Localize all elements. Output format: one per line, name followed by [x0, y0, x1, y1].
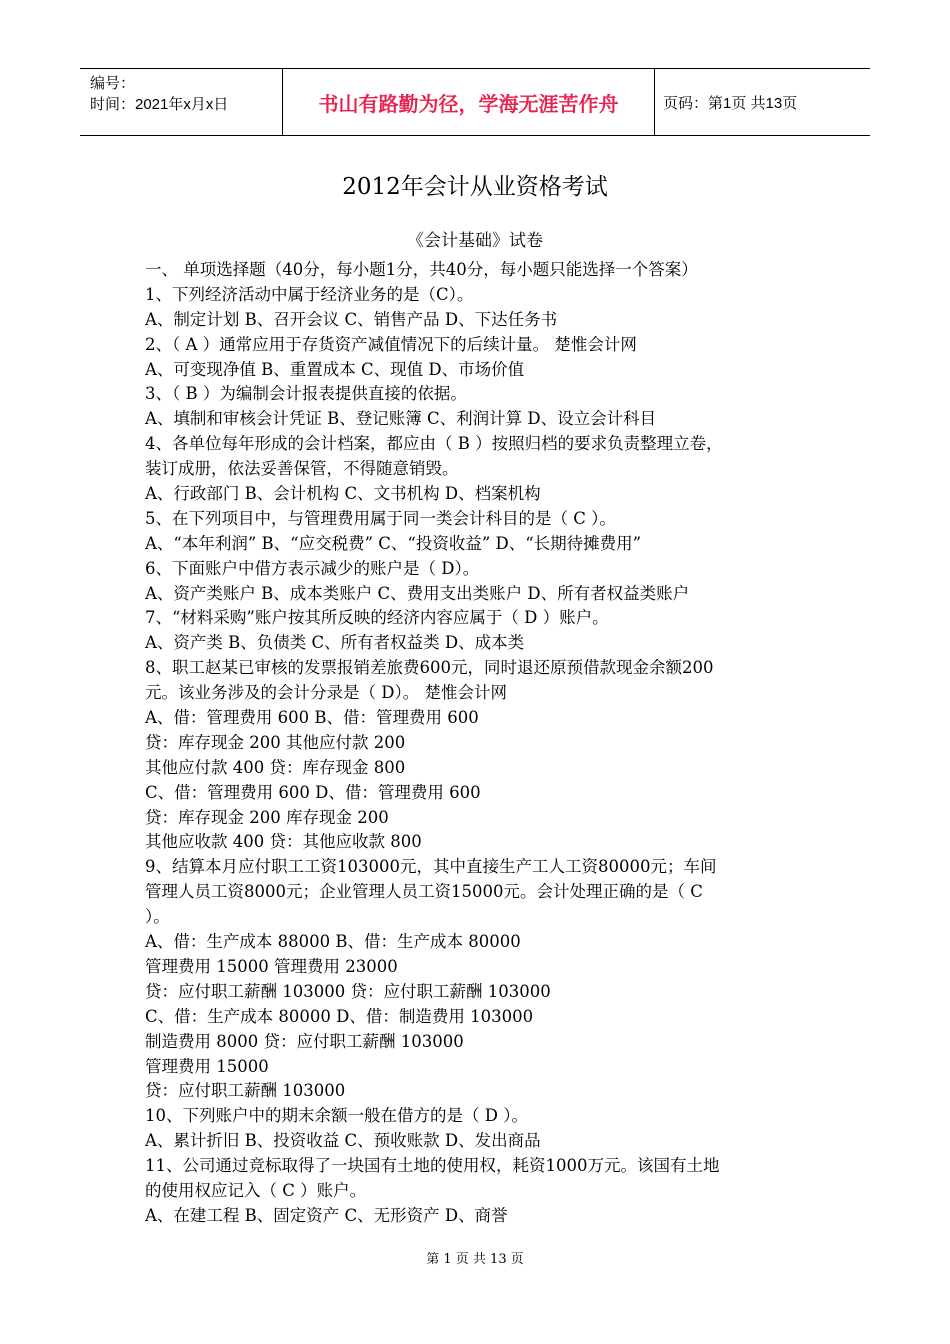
document-header — [80, 68, 870, 136]
header-meta-cell — [80, 69, 282, 135]
document-title: 2012年会计从业资格考试 — [342, 174, 608, 200]
exam-body — [145, 258, 815, 1229]
text-line: 5、在下列项目中，与管理费用属于同一类会计科目的是（ C ）。 — [145, 508, 616, 528]
header-motto: 书山有路勤为径，学海无涯苦作舟 — [318, 91, 619, 116]
text-line: A、制定计划 B、召开会议 C、销售产品 D、下达任务书 — [145, 309, 558, 329]
document-time-label: 时间：2021年x月x日 — [90, 96, 229, 113]
document-subtitle: 《会计基础》试卷 — [407, 231, 543, 251]
text-line: C、借：管理费用 600 D、借：管理费用 600 — [145, 782, 481, 802]
text-line: 一、 单项选择题（40分，每小题1分，共40分，每小题只能选择一个答案） — [145, 260, 698, 279]
text-line: 9、结算本月应付职工工资103000元，其中直接生产工人工资80000元；车间 — [145, 857, 717, 877]
text-line: A、在建工程 B、固定资产 C、无形资产 D、商誉 — [145, 1205, 508, 1225]
text-line: A、行政部门 B、会计机构 C、文书机构 D、档案机构 — [145, 484, 541, 504]
text-line: A、借：管理费用 600 B、借：管理费用 600 — [145, 708, 479, 728]
text-line: 2、（ A ）通常应用于存货资产减值情况下的后续计量。 楚惟会计网 — [145, 334, 637, 354]
text-line: 贷：应付职工薪酬 103000 贷：应付职工薪酬 103000 — [145, 981, 551, 1001]
text-line: 1、下列经济活动中属于经济业务的是（C）。 — [145, 284, 474, 304]
text-line: 6、下面账户中借方表示减少的账户是（ D）。 — [145, 558, 480, 578]
text-line: 贷：应付职工薪酬 103000 — [145, 1081, 346, 1101]
page-footer: 第 1 页 共 13 页 — [426, 1252, 524, 1267]
text-line: 8、职工赵某已审核的发票报销差旅费600元，同时退还原预借款现金余额200 — [145, 658, 714, 678]
text-line: 3、（ B ）为编制会计报表提供直接的依据。 — [145, 384, 467, 404]
text-line: 7、“材料采购”账户按其所反映的经济内容应属于（ D ）账户。 — [145, 608, 609, 628]
text-line: 的使用权应记入（ C ）账户。 — [145, 1180, 367, 1200]
text-line: 管理人员工资8000元；企业管理人员工资15000元。会计处理正确的是（ C — [145, 882, 703, 902]
header-page-label: 页码：第1页 共13页 — [663, 94, 798, 112]
document-number-label: 编号： — [90, 75, 136, 92]
text-line: A、借：生产成本 88000 B、借：生产成本 80000 — [145, 932, 521, 952]
text-line: 10、下列账户中的期末余额一般在借方的是（ D ）。 — [145, 1106, 528, 1126]
text-line: A、资产类账户 B、成本类账户 C、费用支出类账户 D、所有者权益类账户 — [145, 583, 690, 603]
header-motto-cell — [282, 69, 655, 135]
text-line: A、“本年利润” B、“应交税费” C、“投资收益” D、“长期待摊费用” — [145, 533, 642, 553]
text-line: A、资产类 B、负债类 C、所有者权益类 D、成本类 — [145, 633, 525, 653]
text-line: C、借：生产成本 80000 D、借：制造费用 103000 — [145, 1006, 534, 1026]
text-line: 管理费用 15000 — [145, 1056, 269, 1076]
text-line: 元。该业务涉及的会计分录是（ D）。 楚惟会计网 — [145, 683, 507, 703]
text-line: 制造费用 8000 贷：应付职工薪酬 103000 — [145, 1031, 464, 1051]
text-line: ）。 — [145, 907, 170, 927]
header-page-cell — [655, 69, 870, 135]
text-line: 其他应付款 400 贷：库存现金 800 — [145, 757, 406, 777]
text-line: A、可变现净值 B、重置成本 C、现值 D、市场价值 — [145, 359, 525, 379]
text-line: 贷：库存现金 200 库存现金 200 — [145, 807, 389, 827]
text-line: 装订成册，依法妥善保管，不得随意销毁。 — [145, 459, 459, 479]
text-line: 贷：库存现金 200 其他应付款 200 — [145, 732, 406, 752]
text-line: 4、各单位每年形成的会计档案，都应由（ B ）按照归档的要求负责整理立卷， — [145, 434, 723, 454]
text-line: 11、公司通过竞标取得了一块国有土地的使用权，耗资1000万元。该国有土地 — [145, 1156, 720, 1176]
text-line: 管理费用 15000 管理费用 23000 — [145, 956, 398, 976]
text-line: 其他应收款 400 贷：其他应收款 800 — [145, 832, 422, 852]
text-line: A、累计折旧 B、投资收益 C、预收账款 D、发出商品 — [145, 1131, 541, 1151]
text-line: A、填制和审核会计凭证 B、登记账簿 C、利润计算 D、设立会计科目 — [145, 409, 657, 429]
